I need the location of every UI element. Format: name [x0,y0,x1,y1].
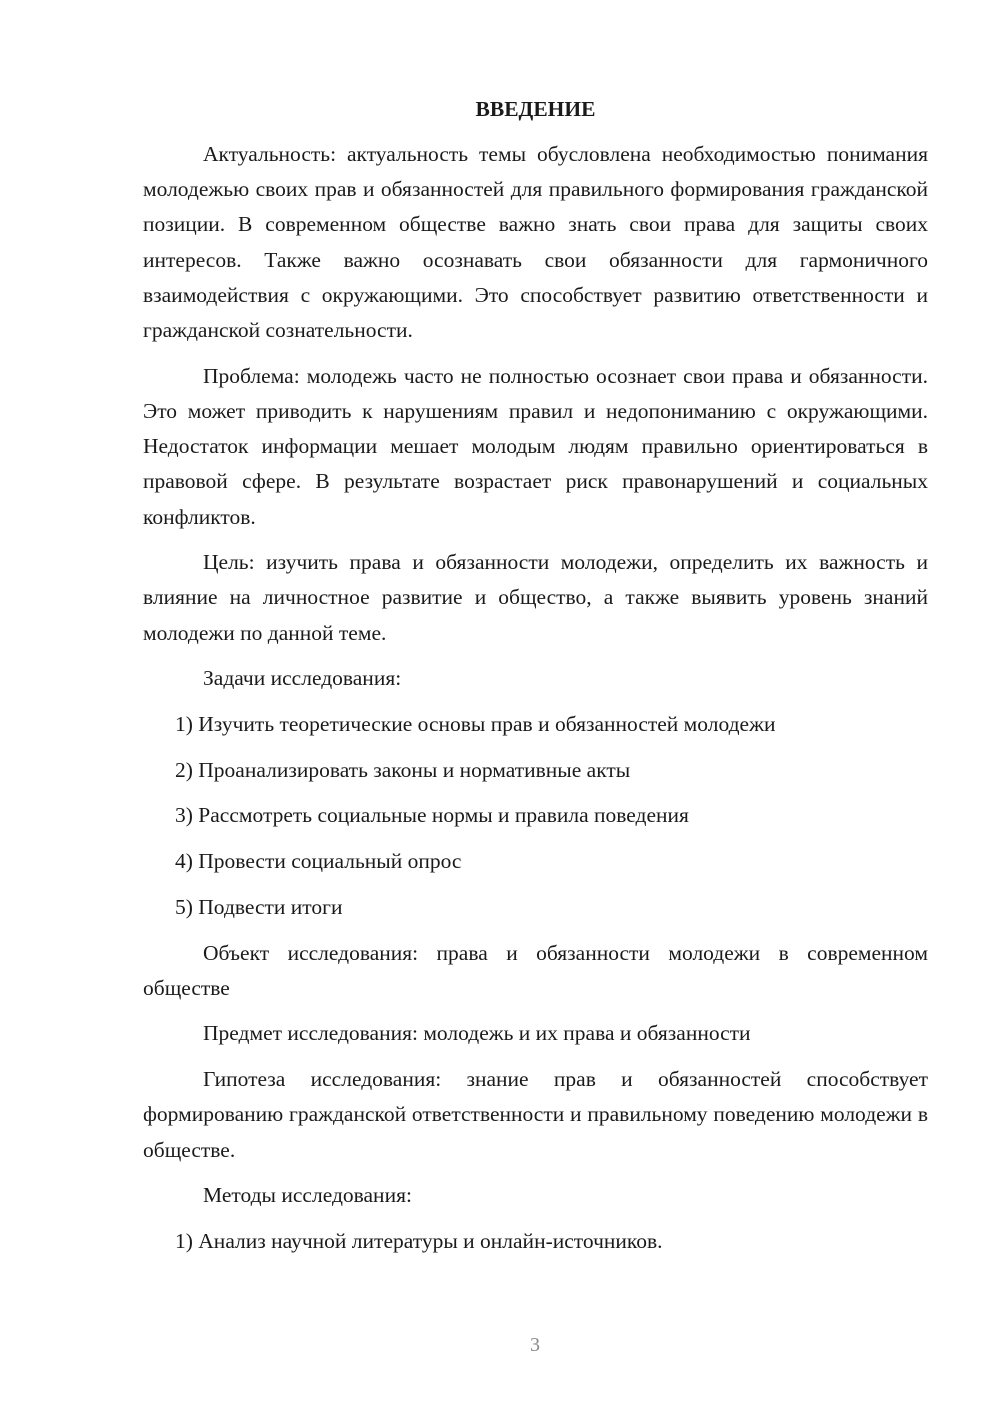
task-item: 1) Изучить теоретические основы прав и обязанностей молодежи [175,712,776,737]
task-item: 4) Провести социальный опрос [175,849,462,874]
hypothesis-paragraph: Гипотеза исследования: знание прав и обязанностей способствует формированию гражданской ответственности и правильному поведению молодежи в обществе. [143,1067,928,1162]
method-item: 1) Анализ научной литературы и онлайн-источников. [175,1228,663,1253]
task-item: 2) Проанализировать законы и нормативные акты [175,757,631,782]
problem-paragraph: Проблема: молодежь часто не полностью осознает свои права и обязанности. Это может приводить к нарушениям правил и недопониманию с окружающими. Недостаток информации мешает молодым людям правильно ориентироваться в правовой сфере. В результате возрастает риск правонарушений и социальных конфликтов. [143,363,928,529]
page-number: 3 [530,1334,540,1356]
tasks-heading: Задачи исследования: [203,666,402,691]
goal-paragraph: Цель: изучить права и обязанности молодежи, определить их важность и влияние на личностное развитие и общество, а также выявить уровень знаний молодежи по данной теме. [143,550,928,645]
object-paragraph: Объект исследования: права и обязанности молодежи в современном обществе [143,940,928,1000]
methods-heading: Методы исследования: [203,1183,412,1208]
page-content [143,92,928,1270]
task-item: 5) Подвести итоги [175,894,343,919]
task-item: 3) Рассмотреть социальные нормы и правила поведения [175,803,689,828]
relevance-paragraph: Актуальность: актуальность темы обусловлена необходимостью понимания молодежью своих прав и обязанностей для правильного формирования гражданской позиции. В современном обществе важно знать свои права для защиты своих интересов. Также важно осознавать свои обязанности для гармоничного взаимодействия с окружающими. Это способствует развитию ответственности и гражданской сознательности. [143,142,928,343]
section-title: ВВЕДЕНИЕ [475,97,596,121]
subject-paragraph: Предмет исследования: молодежь и их права и обязанности [203,1021,751,1046]
